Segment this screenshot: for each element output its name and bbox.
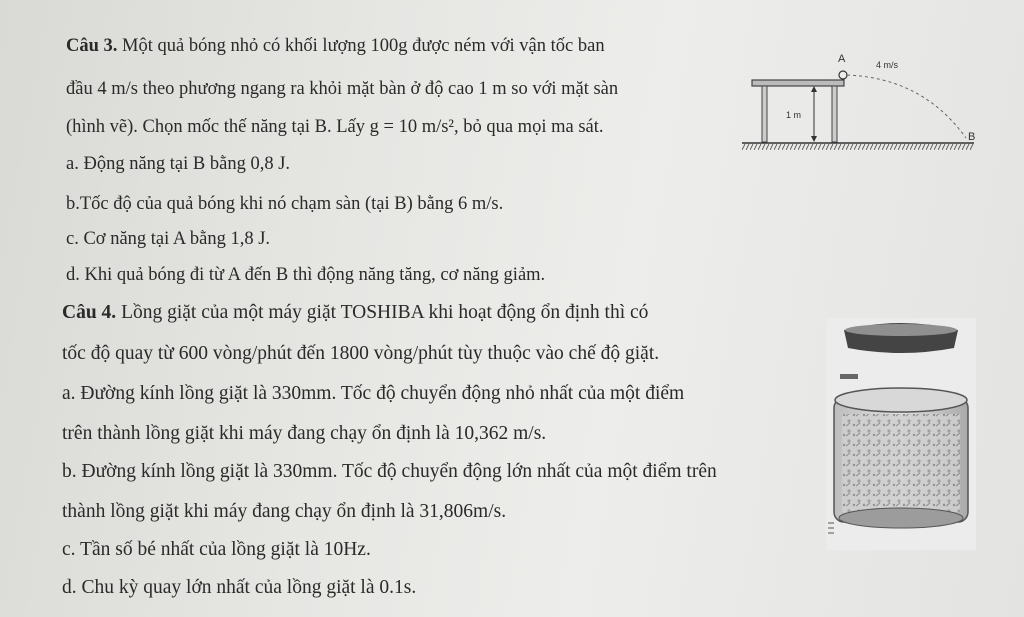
- height-label: 1 m: [786, 110, 802, 120]
- question-4-option-b-cont: thành lồng giặt khi máy đang chạy ổn định là 31,806m/s.: [62, 501, 507, 522]
- question-3-option-d: d. Khi quả bóng đi từ A đến B thì động năng tăng, cơ năng giảm.: [66, 265, 546, 285]
- point-b-label: B: [968, 131, 976, 143]
- drum-texture: [842, 414, 960, 512]
- question-3-option-c: c. Cơ năng tại A bằng 1,8 J.: [66, 229, 271, 249]
- washing-machine-drum-image: [826, 318, 976, 550]
- table-top: [752, 80, 844, 86]
- point-a-label: A: [838, 53, 846, 65]
- question-3-label: Câu 3.: [66, 36, 118, 56]
- lid-rim: [845, 324, 957, 336]
- drum-top-rim: [835, 388, 967, 412]
- question-4-line-2: tốc độ quay từ 600 vòng/phút đến 1800 vòng/phút tùy thuộc vào chế độ giặt.: [62, 343, 660, 364]
- drum-bottom: [839, 508, 963, 528]
- question-4-option-c: c. Tần số bé nhất của lồng giặt là 10Hz.: [62, 539, 371, 560]
- floor-hatch: [742, 144, 974, 150]
- question-4-option-d: d. Chu kỳ quay lớn nhất của lồng giặt là 0.1s.: [62, 577, 417, 598]
- question-3-line-2: đầu 4 m/s theo phương ngang ra khỏi mặt bàn ở độ cao 1 m so với mặt sàn: [66, 79, 619, 99]
- question-4-option-a-cont: trên thành lồng giặt khi máy đang chạy ổn định là 10,362 m/s.: [62, 423, 547, 444]
- question-4-label: Câu 4.: [62, 302, 117, 323]
- question-3-option-b: b.Tốc độ của quả bóng khi nó chạm sàn (tại B) bằng 6 m/s.: [66, 194, 504, 214]
- machine-label: [840, 374, 858, 379]
- projectile-figure: [738, 48, 978, 160]
- table-leg-left: [762, 86, 767, 142]
- height-arrow-top: [811, 86, 817, 92]
- question-4-option-a: a. Đường kính lồng giặt là 330mm. Tốc độ chuyển động nhỏ nhất của một điểm: [62, 383, 685, 404]
- question-3-option-a: a. Động năng tại B bằng 0,8 J.: [66, 154, 291, 174]
- question-3-line-1: Câu 3. Một quả bóng nhỏ có khối lượng 100g được ném với vận tốc ban: [66, 36, 605, 56]
- trajectory: [847, 75, 966, 138]
- ball: [839, 71, 847, 79]
- velocity-label: 4 m/s: [876, 60, 899, 70]
- table-leg-right: [832, 86, 837, 142]
- question-4-line-1: Câu 4. Lồng giặt của một máy giặt TOSHIBA khi hoạt động ổn định thì có: [62, 302, 649, 323]
- question-3-line-3: (hình vẽ). Chọn mốc thế năng tại B. Lấy g = 10 m/s², bỏ qua mọi ma sát.: [66, 117, 604, 137]
- question-4-option-b: b. Đường kính lồng giặt là 330mm. Tốc độ chuyển động lớn nhất của một điểm trên: [62, 461, 717, 482]
- height-arrow-bottom: [811, 136, 817, 142]
